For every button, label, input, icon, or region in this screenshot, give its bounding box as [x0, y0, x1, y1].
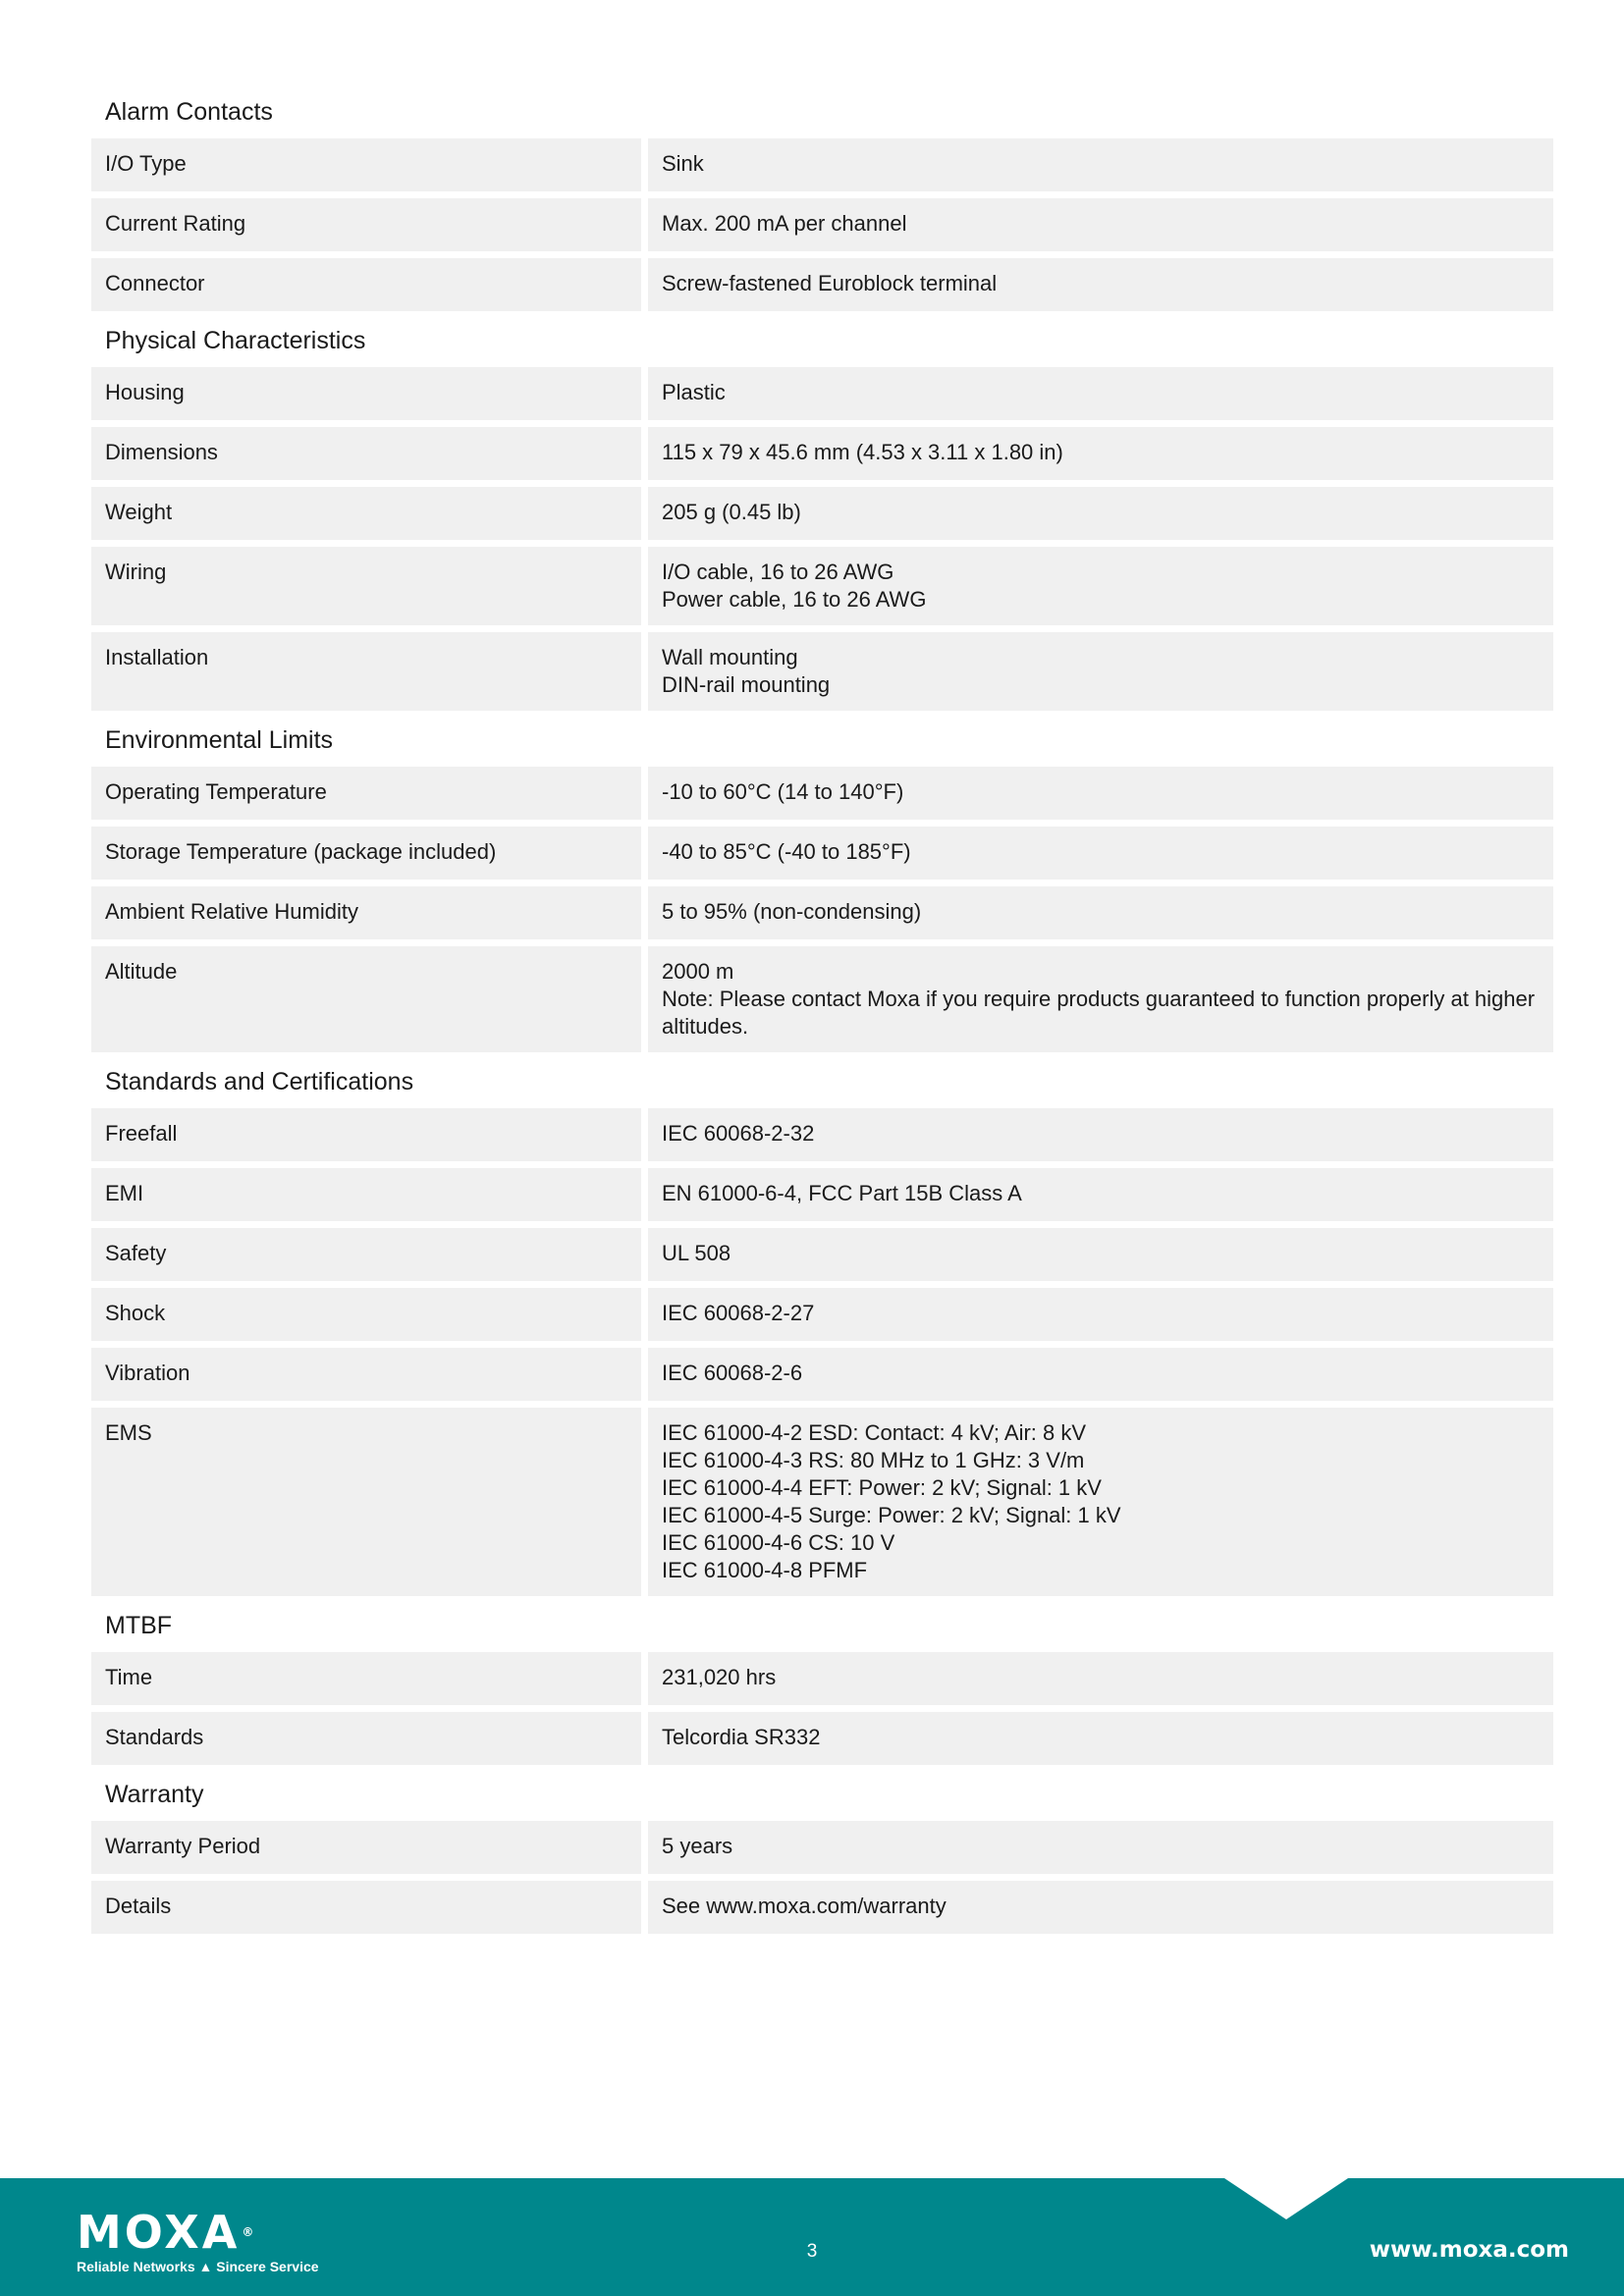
spec-value-line: DIN-rail mounting [662, 672, 831, 697]
spec-value [648, 138, 1553, 191]
spec-value-line: EN 61000-6-4, FCC Part 15B Class A [662, 1181, 1022, 1205]
spec-value-line: IEC 61000-4-3 RS: 80 MHz to 1 GHz: 3 V/m [662, 1448, 1085, 1472]
spec-value [648, 1228, 1553, 1281]
spec-label: Current Rating [91, 198, 641, 251]
spec-row [91, 1108, 1553, 1161]
spec-row [91, 1228, 1553, 1281]
spec-value-line: Telcordia SR332 [662, 1725, 821, 1749]
spec-row [91, 1288, 1553, 1341]
spec-row [91, 487, 1553, 540]
spec-value [648, 632, 1553, 711]
spec-value-line: Plastic [662, 380, 726, 404]
footer-url[interactable]: www.moxa.com [1369, 2237, 1569, 2263]
spec-row [91, 1881, 1553, 1934]
spec-value-line: 115 x 79 x 45.6 mm (4.53 x 3.11 x 1.80 in) [662, 440, 1063, 464]
section-title: MTBF [105, 1612, 173, 1639]
section-title: Alarm Contacts [105, 98, 273, 126]
spec-label: Wiring [91, 547, 641, 625]
spec-value [648, 367, 1553, 420]
spec-value [648, 427, 1553, 480]
spec-value-line: Power cable, 16 to 26 AWG [662, 587, 927, 612]
page-number: 3 [806, 2241, 818, 2262]
spec-value-line: Screw-fastened Euroblock terminal [662, 271, 998, 295]
spec-row [91, 767, 1553, 820]
spec-label: Freefall [91, 1108, 641, 1161]
spec-label: Vibration [91, 1348, 641, 1401]
spec-label: Installation [91, 632, 641, 711]
spec-row [91, 258, 1553, 311]
spec-value-line: Note: Please contact Moxa if you require products guaranteed to function properly at higher altitudes. [662, 987, 1536, 1039]
spec-section [91, 92, 1553, 311]
footer-notch [1224, 2178, 1348, 2219]
spec-value [648, 547, 1553, 625]
spec-value-line: Max. 200 mA per channel [662, 211, 907, 236]
spec-label: Housing [91, 367, 641, 420]
spec-value-line: IEC 61000-4-2 ESD: Contact: 4 kV; Air: 8 kV [662, 1420, 1087, 1445]
spec-section [91, 1062, 1553, 1596]
spec-row [91, 1408, 1553, 1596]
spec-label: Safety [91, 1228, 641, 1281]
spec-label: Storage Temperature (package included) [91, 827, 641, 880]
spec-value [648, 1408, 1553, 1596]
registered-mark: ® [242, 2225, 257, 2239]
spec-value [648, 886, 1553, 939]
spec-value [648, 946, 1553, 1052]
spec-label: Standards [91, 1712, 641, 1765]
logo-tagline: Reliable Networks ▲ Sincere Service [77, 2259, 319, 2274]
spec-value-line: 231,020 hrs [662, 1665, 777, 1689]
spec-value-line: Sink [662, 151, 704, 176]
spec-row [91, 1348, 1553, 1401]
section-title: Standards and Certifications [105, 1068, 414, 1095]
spec-label: Dimensions [91, 427, 641, 480]
spec-section [91, 1606, 1553, 1765]
spec-value-line: I/O cable, 16 to 26 AWG [662, 560, 894, 584]
spec-value [648, 767, 1553, 820]
spec-value [648, 1881, 1553, 1934]
spec-value-line: UL 508 [662, 1241, 731, 1265]
spec-value-line: IEC 60068-2-27 [662, 1301, 815, 1325]
spec-value-line: 5 to 95% (non-condensing) [662, 899, 922, 924]
spec-label: EMS [91, 1408, 641, 1596]
section-title: Warranty [105, 1781, 204, 1808]
spec-row [91, 946, 1553, 1052]
spec-value [648, 1652, 1553, 1705]
spec-value [648, 1108, 1553, 1161]
spec-value-line: IEC 61000-4-5 Surge: Power: 2 kV; Signal: 1 kV [662, 1503, 1121, 1527]
spec-section [91, 721, 1553, 1052]
spec-row [91, 1712, 1553, 1765]
spec-row [91, 1821, 1553, 1874]
spec-value-line: Wall mounting [662, 645, 798, 669]
spec-row [91, 886, 1553, 939]
spec-label: Details [91, 1881, 641, 1934]
spec-row [91, 367, 1553, 420]
section-title: Physical Characteristics [105, 327, 366, 354]
spec-value [648, 198, 1553, 251]
spec-label: Warranty Period [91, 1821, 641, 1874]
spec-row [91, 1652, 1553, 1705]
spec-value-line: IEC 60068-2-6 [662, 1361, 803, 1385]
spec-label: Connector [91, 258, 641, 311]
spec-label: I/O Type [91, 138, 641, 191]
spec-value-line: 5 years [662, 1834, 733, 1858]
spec-section [91, 321, 1553, 711]
spec-value [648, 1348, 1553, 1401]
spec-value-line: IEC 61000-4-8 PFMF [662, 1558, 868, 1582]
spec-row [91, 1168, 1553, 1221]
spec-row [91, 427, 1553, 480]
spec-row [91, 632, 1553, 711]
spec-value-line: -10 to 60°C (14 to 140°F) [662, 779, 904, 804]
logo-wordmark: MOXA [77, 2206, 241, 2259]
spec-value [648, 1821, 1553, 1874]
spec-row [91, 547, 1553, 625]
spec-value-line: 205 g (0.45 lb) [662, 500, 801, 524]
spec-row [91, 198, 1553, 251]
spec-label: Ambient Relative Humidity [91, 886, 641, 939]
spec-label: EMI [91, 1168, 641, 1221]
spec-label: Weight [91, 487, 641, 540]
spec-value-line: -40 to 85°C (-40 to 185°F) [662, 839, 911, 864]
spec-value [648, 258, 1553, 311]
spec-value-line: 2000 m [662, 959, 734, 984]
section-title: Environmental Limits [105, 726, 334, 754]
spec-content [91, 92, 1553, 1934]
spec-value [648, 1712, 1553, 1765]
spec-value-line: See www.moxa.com/warranty [662, 1894, 947, 1918]
spec-label: Time [91, 1652, 641, 1705]
spec-row [91, 827, 1553, 880]
spec-value-line: IEC 60068-2-32 [662, 1121, 815, 1146]
spec-value [648, 1168, 1553, 1221]
spec-value-line: IEC 61000-4-4 EFT: Power: 2 kV; Signal: 1 kV [662, 1475, 1102, 1500]
spec-value [648, 487, 1553, 540]
spec-value-line: IEC 61000-4-6 CS: 10 V [662, 1530, 895, 1555]
spec-label: Altitude [91, 946, 641, 1052]
spec-value [648, 1288, 1553, 1341]
spec-section [91, 1775, 1553, 1934]
spec-label: Shock [91, 1288, 641, 1341]
spec-label: Operating Temperature [91, 767, 641, 820]
spec-row [91, 138, 1553, 191]
spec-value [648, 827, 1553, 880]
